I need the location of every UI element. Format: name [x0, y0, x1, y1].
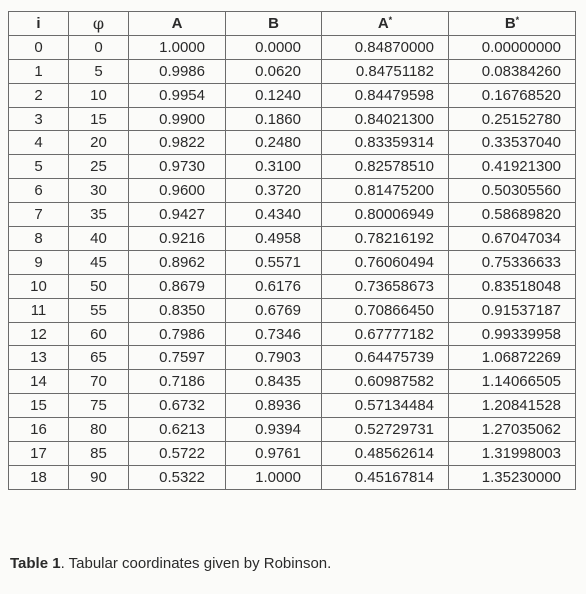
- table-caption: [10, 555, 331, 572]
- cell-phi: 5: [69, 59, 129, 83]
- cell-phi: 20: [69, 131, 129, 155]
- cell-phi: 50: [69, 274, 129, 298]
- cell-b-star: 1.35230000: [449, 465, 576, 489]
- header-b: B: [226, 12, 322, 36]
- cell-b: 0.6176: [226, 274, 322, 298]
- robinson-coordinates-table: [8, 11, 576, 490]
- cell-i: 3: [9, 107, 69, 131]
- cell-a: 0.9427: [129, 203, 226, 227]
- cell-a-star: 0.82578510: [322, 155, 449, 179]
- table-row: [9, 131, 576, 155]
- cell-a: 0.9216: [129, 227, 226, 251]
- header-row: [9, 12, 576, 36]
- header-phi: φ: [69, 12, 129, 36]
- table-row: [9, 465, 576, 489]
- cell-i: 14: [9, 370, 69, 394]
- cell-b: 0.8435: [226, 370, 322, 394]
- cell-a: 0.6732: [129, 394, 226, 418]
- cell-a-star: 0.70866450: [322, 298, 449, 322]
- cell-b-star: 0.99339958: [449, 322, 576, 346]
- cell-a-star: 0.76060494: [322, 250, 449, 274]
- cell-b-star: 0.16768520: [449, 83, 576, 107]
- cell-a-star: 0.67777182: [322, 322, 449, 346]
- table-row: [9, 442, 576, 466]
- cell-b: 1.0000: [226, 465, 322, 489]
- cell-a: 0.9600: [129, 179, 226, 203]
- cell-a: 0.6213: [129, 418, 226, 442]
- cell-b: 0.2480: [226, 131, 322, 155]
- cell-a: 0.7986: [129, 322, 226, 346]
- cell-a: 0.9900: [129, 107, 226, 131]
- cell-a-star: 0.57134484: [322, 394, 449, 418]
- table-row: [9, 250, 576, 274]
- cell-a: 0.8350: [129, 298, 226, 322]
- cell-phi: 75: [69, 394, 129, 418]
- cell-phi: 10: [69, 83, 129, 107]
- cell-a: 0.5322: [129, 465, 226, 489]
- cell-a: 0.7186: [129, 370, 226, 394]
- table-row: [9, 394, 576, 418]
- header-a-star-mark: *: [388, 14, 393, 25]
- cell-b: 0.9394: [226, 418, 322, 442]
- cell-a-star: 0.81475200: [322, 179, 449, 203]
- cell-phi: 40: [69, 227, 129, 251]
- table-row: [9, 274, 576, 298]
- cell-a: 1.0000: [129, 35, 226, 59]
- cell-i: 2: [9, 83, 69, 107]
- cell-i: 13: [9, 346, 69, 370]
- cell-a: 0.5722: [129, 442, 226, 466]
- cell-b: 0.3100: [226, 155, 322, 179]
- cell-a-star: 0.78216192: [322, 227, 449, 251]
- cell-phi: 35: [69, 203, 129, 227]
- header-a: A: [129, 12, 226, 36]
- cell-a-star: 0.64475739: [322, 346, 449, 370]
- header-i: i: [9, 12, 69, 36]
- cell-b: 0.4340: [226, 203, 322, 227]
- cell-b-star: 0.58689820: [449, 203, 576, 227]
- cell-i: 16: [9, 418, 69, 442]
- table-row: [9, 83, 576, 107]
- cell-a-star: 0.60987582: [322, 370, 449, 394]
- cell-b-star: 0.33537040: [449, 131, 576, 155]
- cell-b-star: 0.08384260: [449, 59, 576, 83]
- caption-text: . Tabular coordinates given by Robinson.: [60, 555, 332, 572]
- cell-i: 10: [9, 274, 69, 298]
- cell-a: 0.9954: [129, 83, 226, 107]
- cell-b: 0.1860: [226, 107, 322, 131]
- cell-a: 0.8962: [129, 250, 226, 274]
- cell-a-star: 0.84479598: [322, 83, 449, 107]
- cell-phi: 30: [69, 179, 129, 203]
- cell-a-star: 0.84751182: [322, 59, 449, 83]
- cell-b: 0.0000: [226, 35, 322, 59]
- cell-b-star: 1.06872269: [449, 346, 576, 370]
- table-row: [9, 370, 576, 394]
- cell-b-star: 0.00000000: [449, 35, 576, 59]
- cell-a-star: 0.52729731: [322, 418, 449, 442]
- cell-i: 17: [9, 442, 69, 466]
- cell-b: 0.8936: [226, 394, 322, 418]
- cell-a: 0.7597: [129, 346, 226, 370]
- table-row: [9, 227, 576, 251]
- cell-b-star: 1.31998003: [449, 442, 576, 466]
- cell-phi: 80: [69, 418, 129, 442]
- cell-i: 7: [9, 203, 69, 227]
- cell-b-star: 0.67047034: [449, 227, 576, 251]
- cell-b-star: 1.20841528: [449, 394, 576, 418]
- cell-i: 15: [9, 394, 69, 418]
- cell-i: 0: [9, 35, 69, 59]
- cell-b-star: 0.91537187: [449, 298, 576, 322]
- cell-i: 5: [9, 155, 69, 179]
- cell-b: 0.5571: [226, 250, 322, 274]
- cell-i: 6: [9, 179, 69, 203]
- cell-a-star: 0.84021300: [322, 107, 449, 131]
- cell-a: 0.9730: [129, 155, 226, 179]
- cell-a-star: 0.80006949: [322, 203, 449, 227]
- cell-i: 12: [9, 322, 69, 346]
- table-row: [9, 155, 576, 179]
- cell-i: 11: [9, 298, 69, 322]
- cell-phi: 60: [69, 322, 129, 346]
- header-b-star-mark: *: [515, 14, 520, 25]
- cell-a: 0.8679: [129, 274, 226, 298]
- cell-b-star: 1.27035062: [449, 418, 576, 442]
- cell-b: 0.7903: [226, 346, 322, 370]
- cell-a-star: 0.73658673: [322, 274, 449, 298]
- cell-b-star: 1.14066505: [449, 370, 576, 394]
- cell-b: 0.3720: [226, 179, 322, 203]
- cell-phi: 85: [69, 442, 129, 466]
- cell-b: 0.6769: [226, 298, 322, 322]
- cell-b: 0.9761: [226, 442, 322, 466]
- table-row: [9, 322, 576, 346]
- header-b-star: B*: [449, 12, 576, 36]
- cell-a-star: 0.45167814: [322, 465, 449, 489]
- table-row: [9, 179, 576, 203]
- table-row: [9, 107, 576, 131]
- header-a-star: A*: [322, 12, 449, 36]
- table-row: [9, 203, 576, 227]
- cell-phi: 70: [69, 370, 129, 394]
- cell-b: 0.7346: [226, 322, 322, 346]
- cell-b: 0.1240: [226, 83, 322, 107]
- cell-b: 0.0620: [226, 59, 322, 83]
- cell-phi: 25: [69, 155, 129, 179]
- cell-a: 0.9986: [129, 59, 226, 83]
- cell-b-star: 0.75336633: [449, 250, 576, 274]
- cell-phi: 65: [69, 346, 129, 370]
- cell-a-star: 0.48562614: [322, 442, 449, 466]
- table-row: [9, 346, 576, 370]
- cell-b-star: 0.50305560: [449, 179, 576, 203]
- cell-phi: 90: [69, 465, 129, 489]
- cell-a: 0.9822: [129, 131, 226, 155]
- cell-a-star: 0.83359314: [322, 131, 449, 155]
- cell-phi: 55: [69, 298, 129, 322]
- table-body: [9, 35, 576, 489]
- cell-i: 1: [9, 59, 69, 83]
- caption-label: Table 1: [10, 555, 61, 572]
- cell-i: 4: [9, 131, 69, 155]
- table-row: [9, 35, 576, 59]
- cell-b: 0.4958: [226, 227, 322, 251]
- cell-b-star: 0.25152780: [449, 107, 576, 131]
- cell-phi: 0: [69, 35, 129, 59]
- cell-phi: 15: [69, 107, 129, 131]
- cell-a-star: 0.84870000: [322, 35, 449, 59]
- cell-i: 8: [9, 227, 69, 251]
- table-row: [9, 418, 576, 442]
- cell-i: 18: [9, 465, 69, 489]
- cell-b-star: 0.83518048: [449, 274, 576, 298]
- table-row: [9, 59, 576, 83]
- cell-b-star: 0.41921300: [449, 155, 576, 179]
- cell-phi: 45: [69, 250, 129, 274]
- cell-i: 9: [9, 250, 69, 274]
- table-row: [9, 298, 576, 322]
